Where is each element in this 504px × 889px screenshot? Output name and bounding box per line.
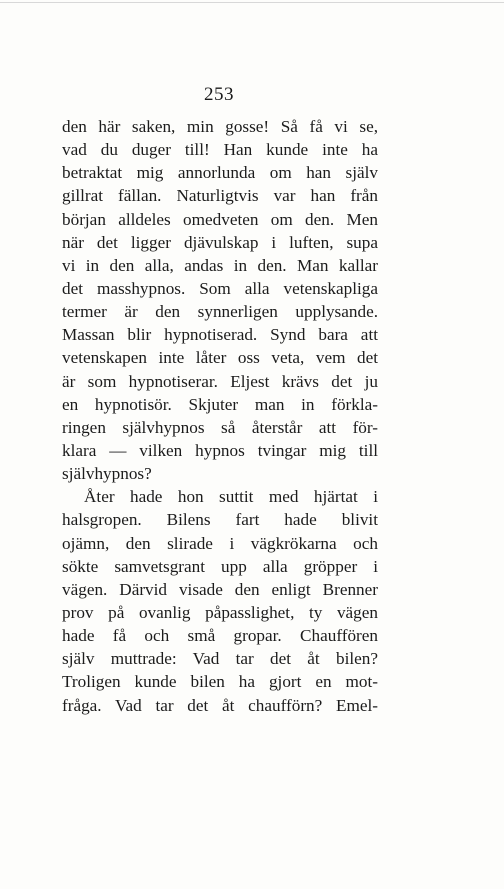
text-line: är som hypnotiserar. Eljest krävs det ju bbox=[62, 371, 378, 391]
text-line: termer är den synnerligen upplysande. bbox=[62, 302, 378, 322]
text-line: gillrat fällan. Naturligtvis var han från bbox=[62, 186, 378, 206]
text-line: betraktat mig annorlunda om han själv bbox=[62, 163, 378, 183]
text-line: Åter hade hon suttit med hjärtat i bbox=[84, 487, 378, 507]
text-line: när det ligger djävulskap i luften, supa bbox=[62, 232, 378, 252]
page-number: 253 bbox=[204, 84, 234, 105]
text-line: vägen. Därvid visade den enligt Brenner bbox=[62, 579, 378, 599]
text-line: den här saken, min gosse! Så få vi se, bbox=[62, 117, 378, 136]
text-line: början alldeles omedveten om den. Men bbox=[62, 209, 378, 229]
text-line: Massan blir hypnotiserad. Synd bara att bbox=[62, 325, 378, 345]
text-line: vad du duger till! Han kunde inte ha bbox=[62, 140, 378, 160]
text-line: självhypnos? bbox=[62, 464, 152, 484]
text-line: det masshypnos. Som alla vetenskapliga bbox=[62, 278, 378, 298]
text-line: hade få och små gropar. Chauffören bbox=[62, 626, 378, 646]
text-line: fråga. Vad tar det åt chaufförn? Emel- bbox=[62, 695, 378, 715]
text-line: sökte samvetsgrant upp alla gröpper i bbox=[62, 556, 378, 576]
paragraph-1 bbox=[62, 115, 378, 485]
text-line: vi in den alla, andas in den. Man kallar bbox=[62, 255, 378, 275]
text-line: klara — vilken hypnos tvingar mig till bbox=[62, 440, 378, 460]
top-edge-line bbox=[0, 2, 504, 3]
paragraph-2 bbox=[62, 485, 378, 716]
text-line: prov på ovanlig påpasslighet, ty vägen bbox=[62, 602, 378, 622]
text-line: en hypnotisör. Skjuter man in förkla- bbox=[62, 394, 378, 414]
text-line: halsgropen. Bilens fart hade blivit bbox=[62, 510, 378, 530]
text-line: själv muttrade: Vad tar det åt bilen? bbox=[62, 649, 378, 669]
text-line: ojämn, den slirade i vägkrökarna och bbox=[62, 533, 378, 553]
text-line: vetenskapen inte låter oss veta, vem det bbox=[62, 348, 378, 368]
body-text bbox=[62, 115, 378, 717]
text-line: ringen självhypnos så återstår att för- bbox=[62, 417, 378, 437]
text-line: Troligen kunde bilen ha gjort en mot- bbox=[62, 672, 378, 692]
